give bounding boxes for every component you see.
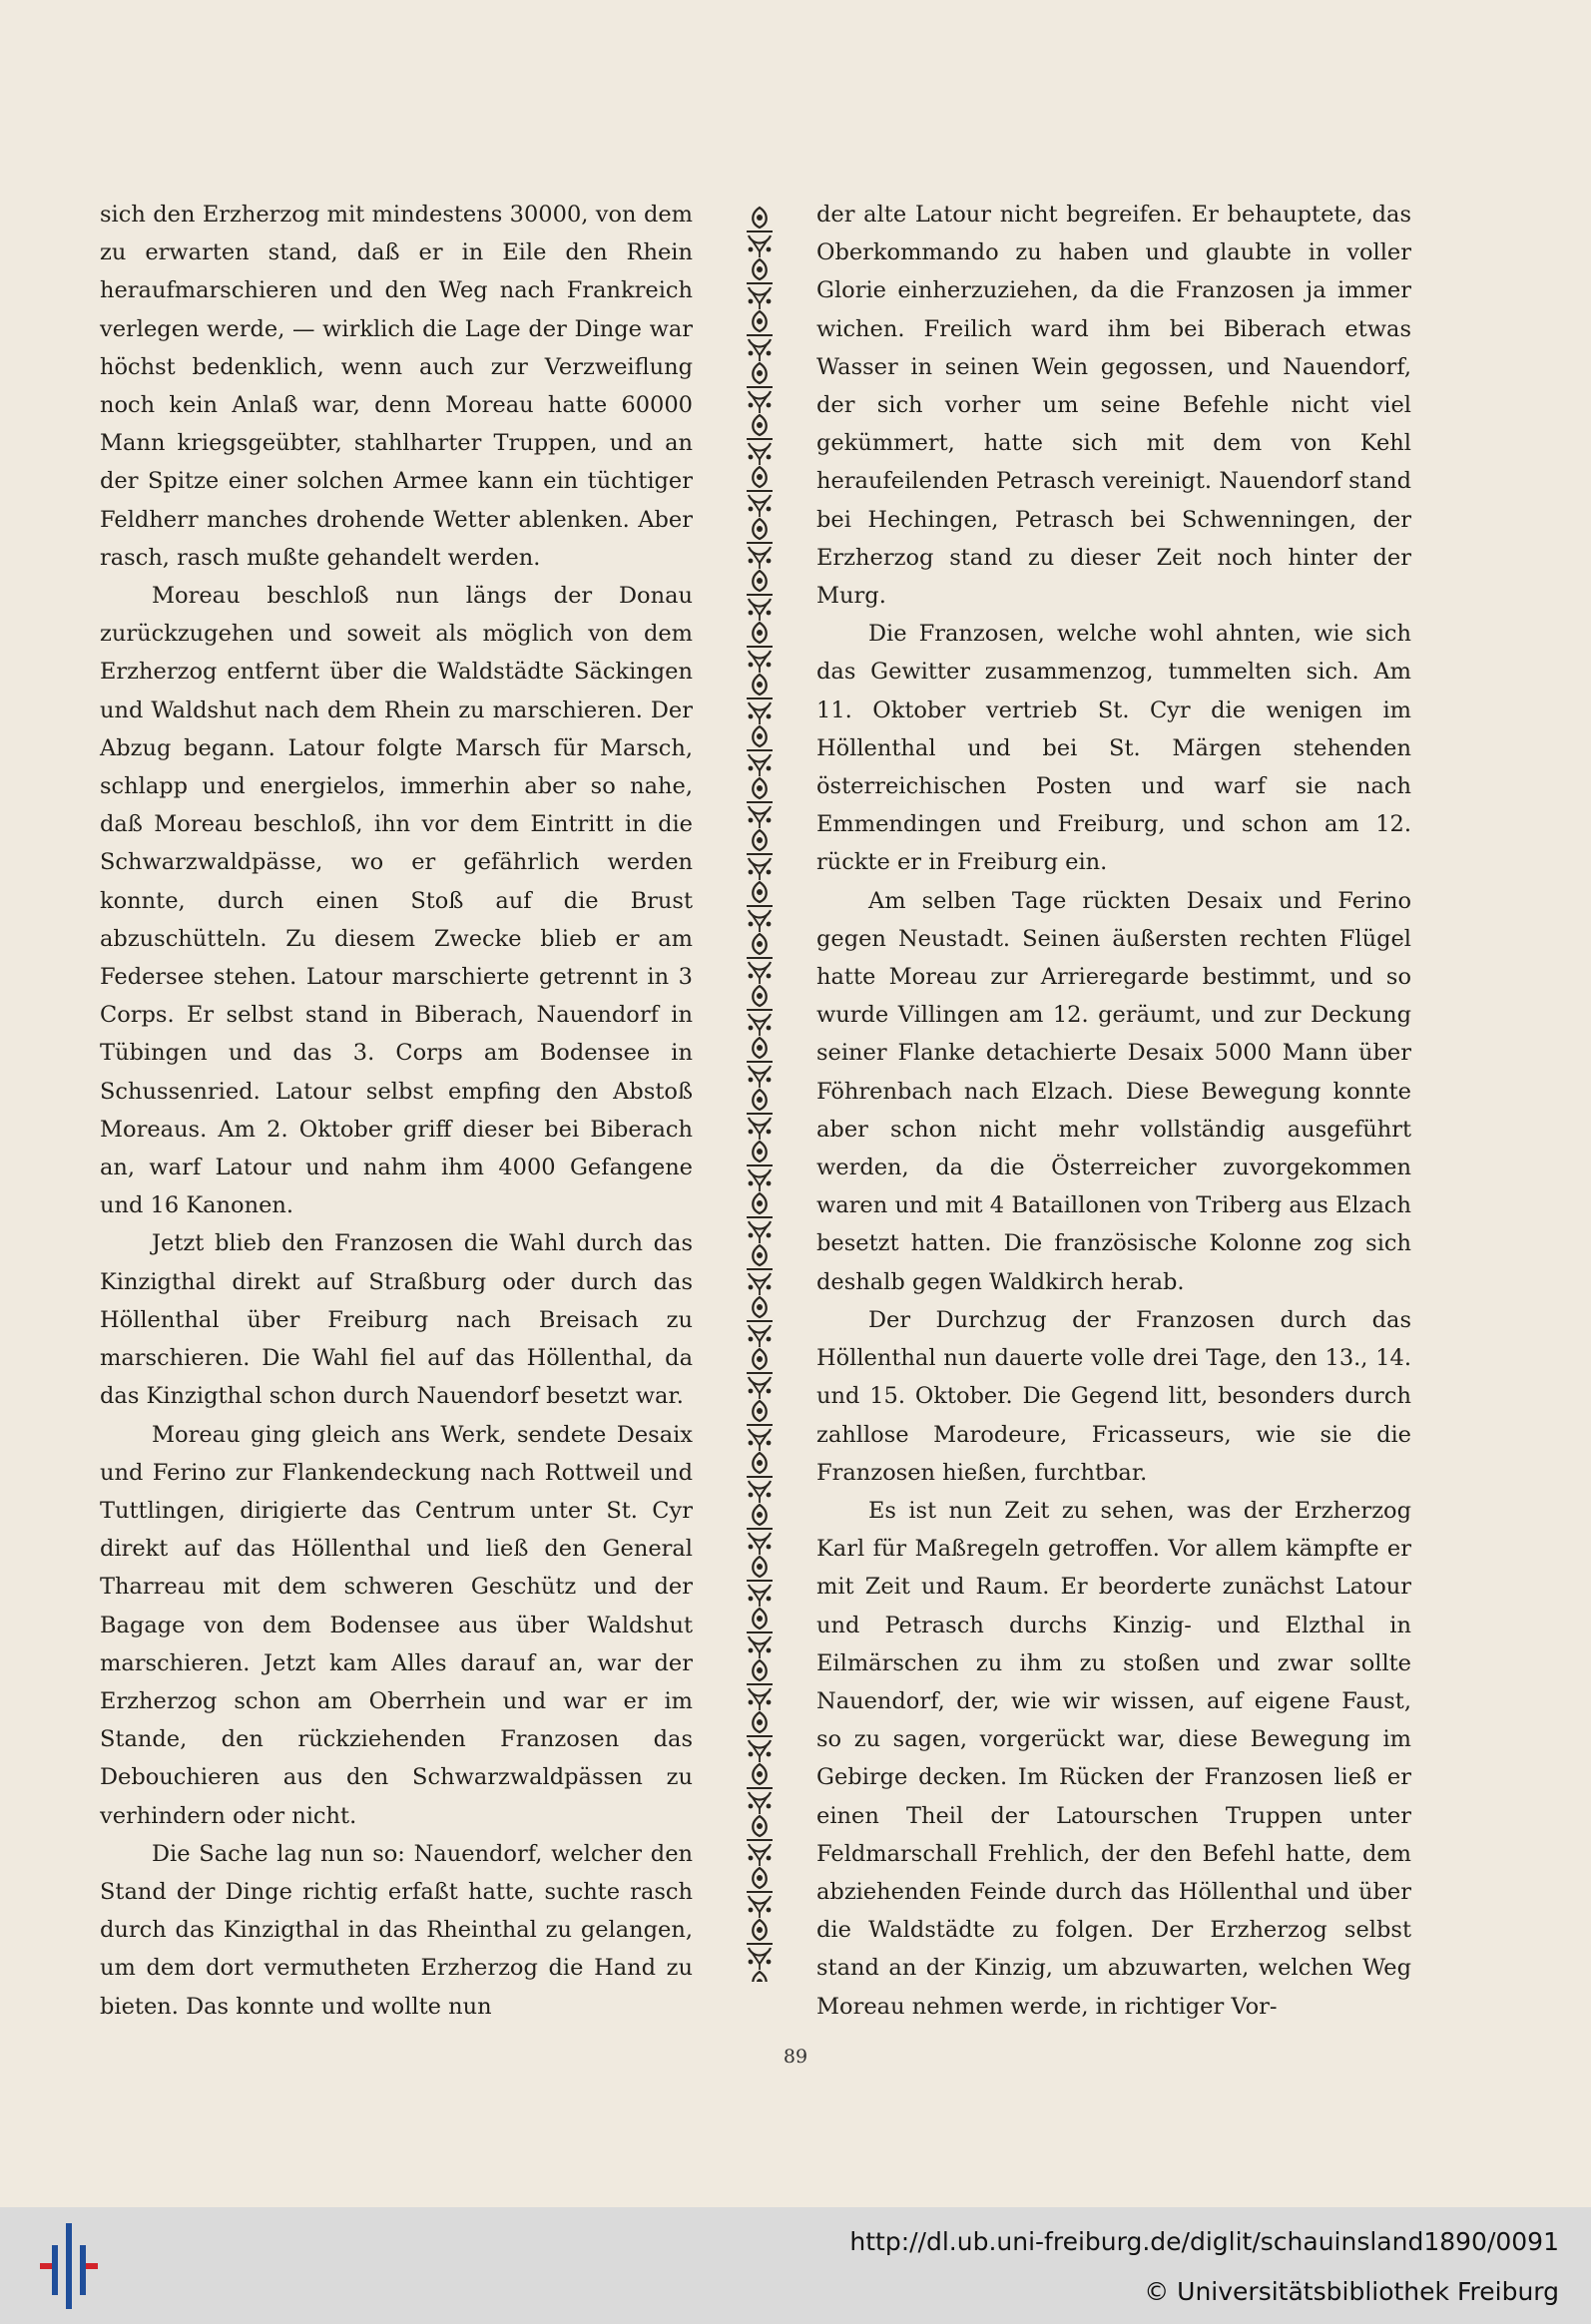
right-paragraph-3: Am selben Tage rückten Desaix und Ferino gegen Neustadt. Seinen äußersten rechten Flügel hatte Moreau zur Arrieregarde bestimmt, und so wurde Villingen am 12. geräumt, und zur Deckung seiner Flanke detachierte Desaix 5000 Mann über Föhrenbach nach Elzach. Diese Bewegung konnte aber schon nicht mehr vollständig ausgeführt werden, da die Österreicher zuvorgekommen waren und mit 4 Bataillonen von Triberg aus Elzach besetzt hatten. Die französische Kolonne zog sich deshalb gegen Waldkirch herab. <box>816 887 1411 1295</box>
page-number: 89 <box>783 2046 808 2068</box>
source-url-link[interactable]: http://dl.ub.uni-freiburg.de/diglit/schauinsland1890/0091 <box>849 2227 1559 2256</box>
right-paragraph-1: der alte Latour nicht begreifen. Er behauptete, das Oberkommando zu haben und glaubte in voller Glorie einherzuziehen, da die Franzosen ja immer wichen. Freilich ward ihm bei Biberach etwas Wasser in seinen Wein gegossen, und Nauendorf, der sich vorher um seine Befehle nicht viel gekümmert, hatte sich mit dem von Kehl heraufeilenden Petrasch vereinigt. Nauendorf stand bei Hechingen, Petrasch bei Schwenningen, der Erzherzog stand zu dieser Zeit noch hinter der Murg. <box>816 202 1411 610</box>
left-paragraph-1: sich den Erzherzog mit mindestens 30000, von dem zu erwarten stand, daß er in Eile den Rhein heraufmarschieren und den Weg nach Frankreich verlegen werde, — wirklich die Lage der Dinge war höchst bedenklich, wenn auch zur Verzweiflung noch kein Anlaß war, denn Moreau hatte 60000 Mann kriegsgeübter, stahlharter Truppen, und an der Spitze einer solchen Armee kann ein tüchtiger Feldherr manches drohende Wetter ablenken. Aber rasch, rasch mußte gehandelt werden. <box>100 202 693 571</box>
floral-border-ornament-icon <box>743 206 777 1982</box>
copyright-notice: © Universitätsbibliothek Freiburg <box>1144 2277 1559 2306</box>
left-paragraph-4: Moreau ging gleich ans Werk, sendete Desaix und Ferino zur Flankendeckung nach Rottweil und Tuttlingen, dirigierte das Centrum unter St. Cyr direkt auf das Höllenthal und ließ den General Tharreau mit dem schweren Geschütz und der Bagage von dem Bodensee aus über Waldshut marschieren. Jetzt kam Alles darauf an, war der Erzherzog schon am Oberrhein und war er im Stande, den rückziehenden Franzosen das Debouchieren aus den Schwarzwaldpässen zu verhindern oder nicht. <box>100 1421 693 1829</box>
footer-bar <box>0 2207 1591 2324</box>
left-paragraph-2: Moreau beschloß nun längs der Donau zurückzugehen und soweit als möglich von dem Erzherzog entfernt über die Waldstädte Säckingen und Waldshut nach dem Rhein zu marschieren. Der Abzug begann. Latour folgte Marsch für Marsch, schlapp und energielos, immerhin aber so nahe, daß Moreau beschloß, ihn vor dem Eintritt in die Schwarzwaldpässe, wo er gefährlich werden konnte, durch einen Stoß auf die Brust abzuschütteln. Zu diesem Zwecke blieb er am Federsee stehen. Latour marschierte getrennt in 3 Corps. Er selbst stand in Biberach, Nauendorf in Tübingen und das 3. Corps am Bodensee in Schussenried. Latour selbst empfing den Abstoß Moreaus. Am 2. Oktober griff dieser bei Biberach an, warf Latour und nahm ihm 4000 Gefangene und 16 Kanonen. <box>100 583 693 1219</box>
left-paragraph-3: Jetzt blieb den Franzosen die Wahl durch das Kinzigthal direkt auf Straßburg oder durch das Höllenthal über Freiburg nach Breisach zu marschieren. Die Wahl fiel auf das Höllenthal, da das Kinzigthal schon durch Nauendorf besetzt war. <box>100 1230 693 1410</box>
right-paragraph-5: Es ist nun Zeit zu sehen, was der Erzherzog Karl für Maßregeln getroffen. Vor allem kämpfte er mit Zeit und Raum. Er beorderte zunächst Latour und Petrasch durchs Kinzig- und Elzthal in Eilmärschen zu ihm zu stoßen und zwar sollte Nauendorf, der, wie wir wissen, auf eigene Faust, so zu sagen, vorgerückt war, diese Bewegung im Gebirge decken. Im Rücken der Franzosen ließ er einen Theil der Latourschen Truppen unter Feldmarschall Frehlich, der den Befehl hatte, dem abziehenden Feinde durch das Höllenthal und über die Waldstädte zu folgen. Der Erzherzog selbst stand an der Kinzig, um abzuwarten, welchen Weg Moreau nehmen werde, in richtiger Vor- <box>816 1497 1411 2020</box>
right-text-column <box>816 196 1411 2026</box>
left-paragraph-5: Die Sache lag nun so: Nauendorf, welcher den Stand der Dinge richtig erfaßt hatte, suchte rasch durch das Kinzigthal in das Rheinthal zu gelangen, um dem dort vermutheten Erzherzog die Hand zu bieten. Das konnte und wollte nun <box>100 1840 693 2020</box>
ub-freiburg-logo-icon <box>40 2223 98 2309</box>
right-paragraph-2: Die Franzosen, welche wohl ahnten, wie sich das Gewitter zusammenzog, tummelten sich. Am 11. Oktober vertrieb St. Cyr die wenigen im Höllenthal und bei St. Märgen stehenden österreichischen Posten und warf sie nach Emmendingen und Freiburg, und schon am 12. rückte er in Freiburg ein. <box>816 621 1411 876</box>
right-paragraph-4: Der Durchzug der Franzosen durch das Höllenthal nun dauerte volle drei Tage, den 13., 14. und 15. Oktober. Die Gegend litt, besonders durch zahllose Marodeure, Fricasseurs, wie sie die Franzosen hießen, furchtbar. <box>816 1306 1411 1486</box>
left-text-column <box>100 196 693 2026</box>
